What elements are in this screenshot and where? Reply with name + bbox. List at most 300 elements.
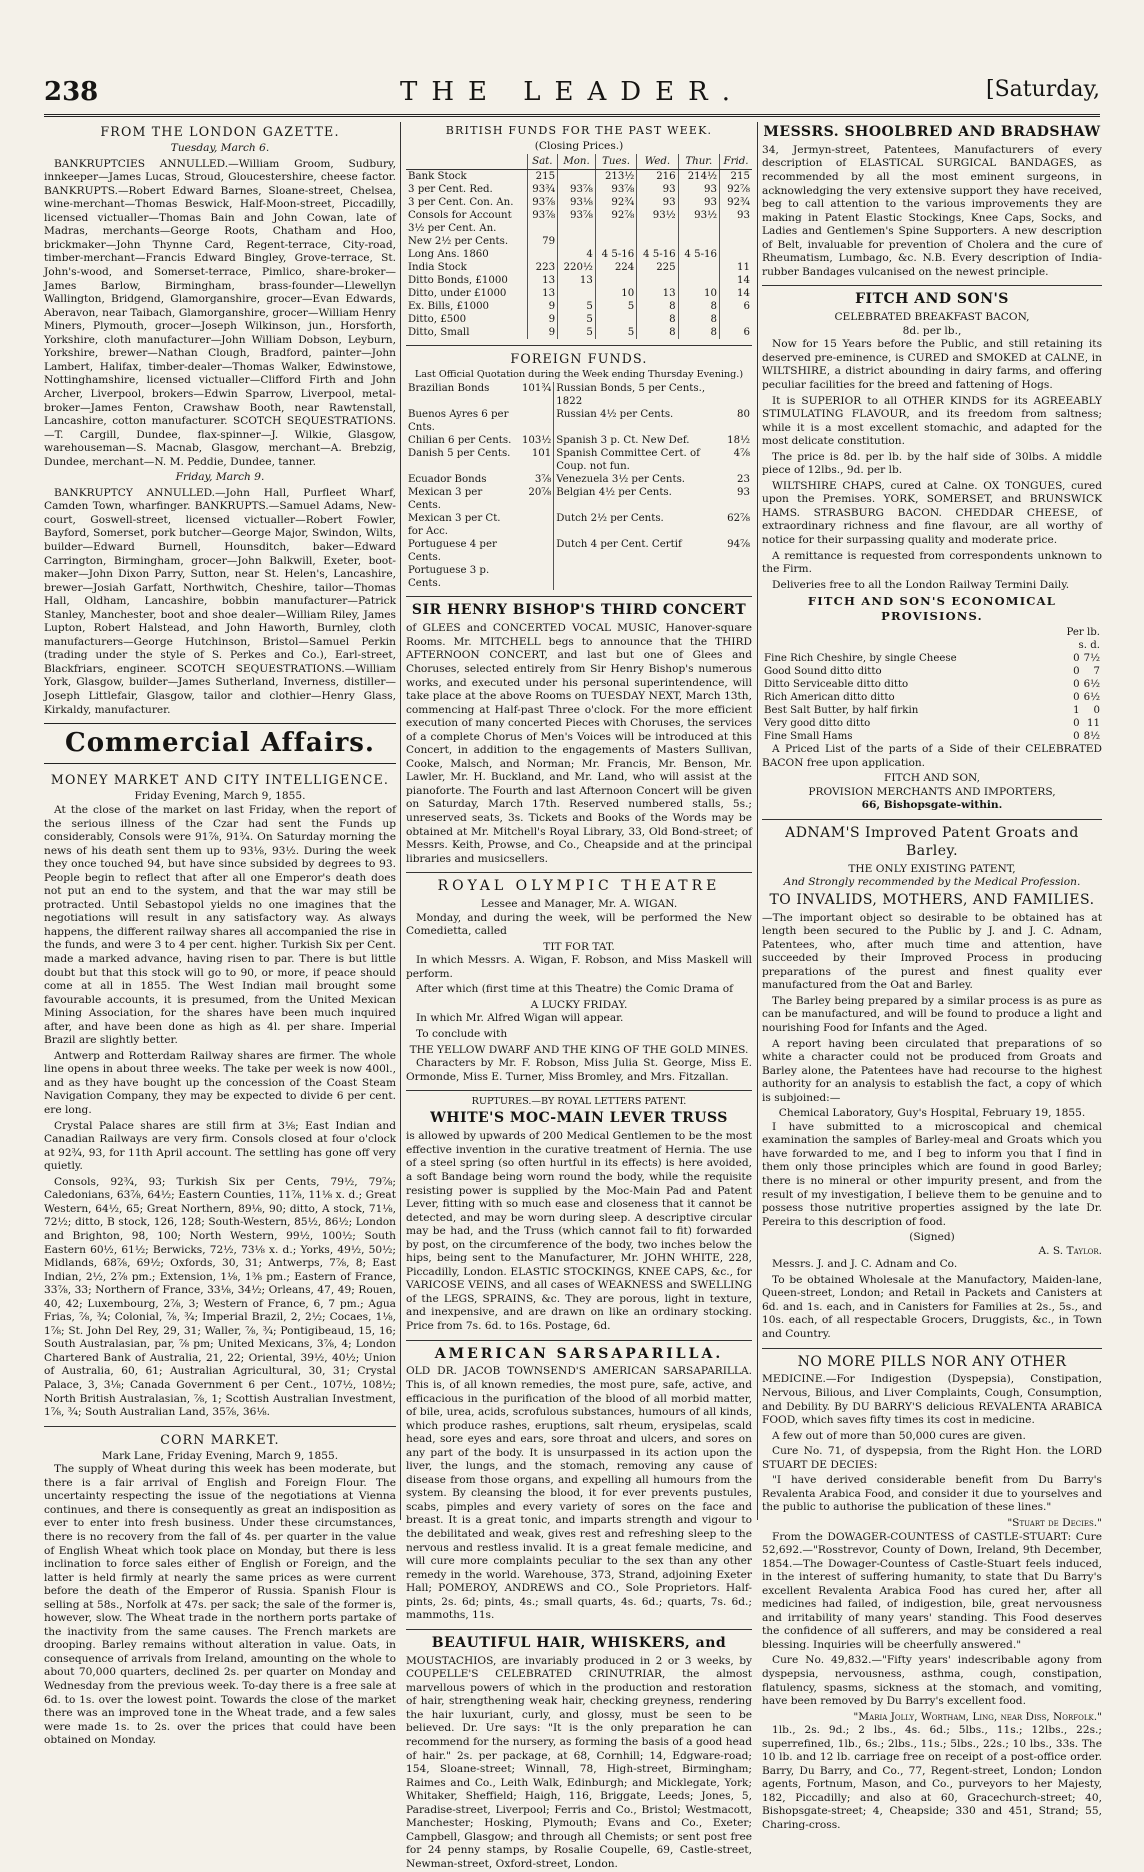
funds-price-cell: 93½ bbox=[678, 209, 719, 222]
funds-price-cell bbox=[678, 235, 719, 248]
bishop-concert-text: of GLEES and CONCERTED VOCAL MUSIC, Hanover-square Rooms. Mr. MITCHELL begs to announce that the THIRD AFTERNOON CONCERT, and last but one of Glees and Choruses, selected entirely from Sir Henry Bishop's numerous works, and executed under his personal superintendence, will take place at the above Rooms on TUESDAY NEXT, March 13th, commencing at Half-past Three o'clock. For the more efficient execution of many concerted Pieces with Choruses, the services of a complete Chorus of Men's Voices will be introduced at this Concert, in addition to the engagements of Masters Sullivan, Cooke, Malsch, and Norman; Mr. Francis, Mr. Benson, Mr. Lawler, Mr. H. Buckland, and Mr. Land, who will assist at the pianoforte. The Fourth and last Afternoon Concert will be given on Saturday, March 17th. Reserved numbered stalls, 5s.; unreserved seats, 3s. Tickets and Books of the Words may be obtained at Mr. Mitchell's Royal Library, 33, Old Bond-street; of Messrs. Keith, Prowse, and Co., Cheapside and at the principal libraries and musicsellers. bbox=[406, 622, 752, 865]
funds-price-cell: 216 bbox=[637, 169, 678, 183]
olympic-text: Characters by Mr. F. Robson, Miss Julia St. George, Miss E. Ormonde, Miss E. Turner, Miss Bromley, and Mrs. Fitzallan. bbox=[406, 1057, 752, 1083]
price-value: 6½ bbox=[1083, 678, 1100, 690]
truss-title: WHITE'S MOC-MAIN LEVER TRUSS bbox=[430, 1110, 728, 1127]
british-funds-section bbox=[406, 124, 752, 339]
money-market-section bbox=[44, 772, 396, 1419]
shoolbred-title: MESSRS. SHOOLBRED AND BRADSHAW bbox=[763, 124, 1101, 140]
fitch-address: 66, Bishopsgate-within. bbox=[861, 799, 1003, 812]
truss-header: RUPTURES.—BY ROYAL LETTERS PATENT. bbox=[471, 1096, 687, 1108]
price-value: 8½ bbox=[1083, 731, 1100, 743]
price-value: 7½ bbox=[1083, 652, 1100, 664]
funds-row bbox=[406, 248, 752, 261]
funds-price-cell: 215 bbox=[527, 169, 558, 183]
funds-price-cell: 4 bbox=[558, 248, 596, 261]
truss-text: is allowed by upwards of 200 Medical Gentlemen to be the most effective invention in the curative treatment of Hernia. The use of a steel spring (so often hurtful in its effects) is here avoided, a soft Bandage being worn round the body, while the requisite resisting power is supplied by the Moc-Main Pad and Patent Lever, fitting with so much ease and closeness that it cannot be detected, and may be worn during sleep. A descriptive circular may be had, and the Truss (which cannot fail to fit) forwarded by post, on the circumference of the body, two inches below the hips, being sent to the Manufacturer, Mr. JOHN WHITE, 228, Piccadilly, London. ELASTIC STOCKINGS, KNEE CAPS, &c., for VARICOSE VEINS, and all cases of WEAKNESS and SWELLING of the LEGS, SPRAINS, &c. They are porous, light in texture, and inexpensive, and are drawn on like an ordinary stocking. Price from 7s. 6d. to 16s. Postage, 6d. bbox=[406, 1130, 752, 1332]
pills-title: NO MORE PILLS NOR ANY OTHER bbox=[797, 1353, 1067, 1370]
funds-row bbox=[406, 313, 752, 326]
funds-price-cell: 10 bbox=[678, 287, 719, 300]
funds-price-cell: 8 bbox=[678, 326, 719, 339]
divider bbox=[406, 1090, 752, 1091]
foreign-fund-price bbox=[520, 564, 554, 590]
adnam-text: —The important object so desirable to be obtained has at length been secured to the Public by J. and J. C. Adnam, Patentees, who, after much time and attention, have succeeded by their Improved Process in producing preparations of the purest and finest quality ever manufactured from the Oat and Barley. bbox=[762, 911, 1102, 992]
funds-header-cell: Tues. bbox=[595, 154, 636, 170]
funds-price-cell bbox=[595, 274, 636, 287]
pills-text: MEDICINE.—For Indigestion (Dyspepsia), Constipation, Nervous, Bilious, and Liver Complaints, Cough, Consumption, and Debility. By DU BARRY'S delicious REVALENTA ARABICA FOOD, which saves fifty times its cost in medicine. bbox=[762, 1373, 1102, 1427]
foreign-fund-name: Belgian 4½ per Cents. bbox=[556, 487, 672, 499]
shoolbred-ad bbox=[762, 124, 1102, 279]
foreign-fund-name: Ecuador Bonds bbox=[408, 473, 487, 485]
funds-price-cell: 93⅞ bbox=[527, 196, 558, 209]
olympic-play: TIT FOR TAT. bbox=[543, 940, 615, 953]
funds-price-cell: 92¾ bbox=[720, 196, 752, 209]
foreign-fund-name: Buenos Ayres 6 per Cnts. bbox=[408, 408, 509, 433]
money-paragraph: At the close of the market on last Friday, when the report of the serious illness of the Czar had sent the Funds up considerably, Consols were 91⅞, 91¾. On Saturday morning the news of his death sent them up to 93⅛, 93½. During the week they once touched 94, but have since subsided by degrees to 93. People begin to reflect that after all one Emperor's death does not put an end to the system, and that the war may still be protracted. Until Sebastopol yields no one imagines that the negotiations will result in any satisfactory way. As always happens, the different railway shares all accompanied the rise in the funds, and were 3 to 4 per cent. higher. Turkish Six per Cent. made a marked advance, having risen to par. There is but little doubt but that this stock will go to 90, or more, if peace should come at all in 1855. The West Indian mail brought some favourable accounts, it is presumed, from the United Mexican Mining Association, for the shares have been much inquired after, and have been done as high as 4l. per share. Imperial Brazil are slightly better. bbox=[44, 804, 396, 1047]
olympic-play: THE YELLOW DWARF AND THE KING OF THE GOLD MINES. bbox=[409, 1043, 749, 1056]
divider bbox=[762, 285, 1102, 286]
adnam-subtitle: THE ONLY EXISTING PATENT, bbox=[848, 862, 1016, 875]
funds-header-cell: Wed. bbox=[637, 154, 678, 170]
funds-price-cell: 225 bbox=[637, 261, 678, 274]
price-item: Good Sound ditto ditto bbox=[764, 665, 882, 677]
foreign-fund-name: Spanish Committee Cert. of Coup. not fun. bbox=[556, 447, 700, 472]
funds-price-cell: 93 bbox=[678, 183, 719, 196]
price-value: 1 bbox=[1073, 704, 1080, 716]
pills-text: Cure No. 71, of dyspepsia, from the Right Hon. the LORD STUART DE DECIES: bbox=[762, 1445, 1102, 1471]
corn-market-text: The supply of Wheat during this week has been moderate, but there is a fair arrival of English and Foreign Flour. The uncertainty respecting the issue of the negotiations at Vienna continues, and there is consequently as great an indisposition as ever to enter into fresh business. Under these circumstances, there is no recovery from the fall of 4s. per quarter in the value of English Wheat which took place on Monday, but there is less inclination to force sales either of English or Foreign, and the latter is held firmly at nearly the same prices as were current before the death of the Emperor of Russia. Spanish Flour is selling at 58s., Norfolk at 47s. per sack; the sale of the former is, however, slow. The Wheat trade in the northern ports partake of the inactivity from the same causes. The French markets are drooping. Barley remains without alteration in value. Oats, in consequence of arrivals from Ireland, amounting on the whole to about 70,000 quarters, declined 2s. per quarter on Monday and Wednesday from the previous week. To-day there is a free sale at 6d. to 1s. over the lowest point. Towards the close of the market there was an improved tone in the Wheat trade, and a few sales were made 1s. to 2s. over the prices that could have been obtained on Monday. bbox=[44, 1463, 396, 1747]
funds-price-cell bbox=[720, 313, 752, 326]
funds-price-cell: 9 bbox=[527, 326, 558, 339]
funds-stock-name: 3½ per Cent. An. bbox=[408, 222, 497, 234]
funds-price-cell: 5 bbox=[595, 326, 636, 339]
price-item: Rich American ditto ditto bbox=[764, 691, 895, 703]
divider bbox=[44, 1426, 396, 1427]
money-paragraph: Consols, 92¾, 93; Turkish Six per Cents, 79½, 79⅞; Caledonians, 63⅞, 64½; Eastern Counties, 11⅞, 11⅛ x. d.; Great Western, 64½, 65; Great Northern, 89⅛, 90; ditto, A stock, 71⅛, 72½; ditto, B stock, 126, 128; South-Western, 85½, 86½; London and Brighton, 98, 100; North Western, 99½, 100½; South Eastern 60½, 61½; Berwicks, 72½, 73⅛ x. d.; Yorks, 49½, 50½; Midlands, 68⅞, 69½; Oxfords, 30, 31; Antwerps, 7⅞, 8; East Indian, 2½, 2⅞ pm.; Extension, 1⅛, 1⅜ pm.; Eastern of France, 33⅞, 33; Northern of France, 33⅛, 34½; Orleans, 47, 49; Rouen, 40, 42; Luxembourg, 2⅞, 3; Western of France, 6, 7 pm.; Agua Frias, ⅞, ¾; Colonial, ⅞, ¾; Imperial Brazil, 2, 2½; Cocaes, 1⅛, 1⅞; St. John Del Rey, 29, 31; Waller, ⅞, ¾; Pontigibeaud, 15, 16; South Australasian, par, ⅞ pm; United Mexicans, 3⅞, 4; London Chartered Bank of Australia, 21, 22; Oriental, 39½, 40½; Union of Australia, 60, 61; Australian Agricultural, 30, 31; Crystal Palace, 3, 3⅛; Canada Government 6 per Cent., 107½, 108½; North British Australasian, ⅞, 1; Scottish Australian Investment, 1⅞, ¾; South Australian Land, 35⅞, 36⅛. bbox=[44, 1175, 396, 1419]
funds-row bbox=[406, 222, 752, 235]
funds-price-cell: 8 bbox=[637, 326, 678, 339]
divider bbox=[406, 1629, 752, 1630]
column-1 bbox=[44, 122, 396, 1747]
foreign-fund-price bbox=[520, 408, 554, 434]
funds-price-cell: 13 bbox=[527, 274, 558, 287]
funds-price-cell: 4 5-16 bbox=[637, 248, 678, 261]
olympic-play: A LUCKY FRIDAY. bbox=[530, 998, 628, 1011]
funds-price-cell: 93 bbox=[678, 196, 719, 209]
divider bbox=[762, 1348, 1102, 1349]
hair-text: MOUSTACHIOS, are invariably produced in 2 or 3 weeks, by COUPELLE'S CELEBRATED CRINUTRIAR, the almost marvellous powers of which in the production and restoration of hair, strengthening weak hair, checking greyness, rendering the hair luxuriant, curly, and glossy, must be seen to be believed. Dr. Ure says: "It is the only preparation he can recommend for the nursery, as forming the basis of a good head of hair." 2s. per package, at 68, Cornhill; 14, Edgware-road; 154, Sloane-street; Winnall, 78, High-street, Birmingham; Raimes and Co., Leith Walk, Edinburgh; and Micklegate, York; Whitaker, Sheffield; Haigh, 116, Briggate, Leeds; Jones, 5, Paradise-street, Liverpool; Ferris and Co., Bristol; Westmacott, Manchester; Hosking, Plymouth; Evans and Co., Exeter; Campbell, Glasgow; and through all Chemists; or sent post free for 24 penny stamps, by Rosalie Coupelle, 69, Castle-street, Newman-street, Oxford-street, London. bbox=[406, 1654, 752, 1870]
price-row bbox=[762, 717, 1102, 730]
fitch-text: A Priced List of the parts of a Side of their CELEBRATED BACON free upon application. bbox=[762, 743, 1102, 769]
funds-header-cell: Sat. bbox=[527, 154, 558, 170]
olympic-text: To conclude with bbox=[416, 1027, 508, 1040]
funds-price-cell bbox=[558, 222, 596, 235]
foreign-funds-title: FOREIGN FUNDS. bbox=[510, 351, 648, 367]
foreign-fund-price: 3⅞ bbox=[520, 473, 554, 486]
funds-price-cell: 93 bbox=[637, 196, 678, 209]
funds-price-cell: 93⅞ bbox=[527, 209, 558, 222]
foreign-row bbox=[406, 473, 752, 486]
funds-price-cell: 8 bbox=[637, 313, 678, 326]
money-market-date: Friday Evening, March 9, 1855. bbox=[134, 790, 306, 803]
gazette-tuesday: Tuesday, March 6. bbox=[170, 142, 270, 155]
foreign-fund-price: 101¾ bbox=[520, 382, 554, 408]
funds-stock-name: Consols for Account bbox=[408, 209, 512, 221]
adnam-text: The Barley being prepared by a similar process is as pure as can be manufactured, and will be found to produce a light and nourishing Food for Infants and the Aged. bbox=[762, 994, 1102, 1034]
funds-row bbox=[406, 196, 752, 209]
funds-header-cell: Frid. bbox=[720, 154, 752, 170]
foreign-fund-price: 94⅞ bbox=[727, 539, 750, 551]
price-value: 11 bbox=[1087, 717, 1100, 729]
shoolbred-text: 34, Jermyn-street, Patentees, Manufacturers of every description of ELASTICAL SURGICAL BANDAGES, as recommended by all the most eminent surgeons, in acknowledging the very extensive support they have received, beg to call attention to the various improvements they are making in Patent Elastic Stockings, Knee Caps, Socks, and Ladies and Gentlemen's Spine Supporters. A new description of Belt, invaluable for prevention of Cholera and the cure of Rheumatism, Lumbago, &c. N.B. Every description of India-rubber Bandages vulcanised on the newest principle. bbox=[762, 143, 1102, 278]
gazette-title: FROM THE LONDON GAZETTE. bbox=[100, 124, 340, 139]
funds-price-cell: 6 bbox=[720, 300, 752, 313]
funds-row bbox=[406, 261, 752, 274]
funds-stock-name: 3 per Cent. Red. bbox=[408, 183, 493, 195]
foreign-fund-name: Brazilian Bonds bbox=[408, 382, 490, 394]
sarsaparilla-ad bbox=[406, 1346, 752, 1623]
foreign-row bbox=[406, 512, 752, 538]
funds-price-cell: 8 bbox=[678, 313, 719, 326]
money-market-title: MONEY MARKET AND CITY INTELLIGENCE. bbox=[50, 772, 390, 788]
foreign-fund-name: Chilian 6 per Cents. bbox=[408, 434, 512, 446]
bishop-concert-title: SIR HENRY BISHOP'S THIRD CONCERT bbox=[411, 602, 747, 619]
funds-price-cell: 220½ bbox=[558, 261, 596, 274]
british-funds-title: BRITISH FUNDS FOR THE PAST WEEK. bbox=[445, 124, 713, 137]
funds-price-cell: 93⅞ bbox=[595, 183, 636, 196]
foreign-fund-name: Portuguese 4 per Cents. bbox=[408, 539, 497, 564]
funds-price-cell: 93 bbox=[637, 183, 678, 196]
masthead-title: THE LEADER. bbox=[400, 77, 744, 107]
foreign-fund-price: 103½ bbox=[520, 434, 554, 447]
funds-price-cell: 93⅞ bbox=[558, 209, 596, 222]
funds-price-cell: 93⅞ bbox=[558, 183, 596, 196]
funds-price-cell: 9 bbox=[527, 300, 558, 313]
foreign-fund-name: Spanish 3 p. Ct. New Def. bbox=[556, 434, 690, 446]
funds-row bbox=[406, 300, 752, 313]
price-row bbox=[762, 652, 1102, 665]
sarsaparilla-text: OLD DR. JACOB TOWNSEND'S AMERICAN SARSAPARILLA. This is, of all known remedies, the most pure, safe, active, and efficacious in the purification of the blood of all morbid matter, of bile, urea, acids, scrofulous substances, humours of all kinds, which produce rashes, eruptions, salt rheum, erysipelas, scald head, sore eyes and ears, sore throat and ulcers, and sores on any part of the body. It is unsurpassed in its action upon the liver, the lungs, and the stomach, removing any cause of disease from those organs, and expelling all humours from the system. By cleansing the blood, it for ever prevents pustules, scabs, pimples and every variety of sores on the face and breast. It is a great tonic, and imparts strength and vigour to the debilitated and weak, gives rest and refreshing sleep to the nervous and restless invalid. It is a great female medicine, and will cure more complaints peculiar to the sex than any other remedy in the world. Warehouse, 373, Strand, adjoining Exeter Hall; POMEROY, ANDREWS and CO., Sole Proprietors. Half-pints, 2s. 6d; pints, 4s.; small quarts, 4s. 6d.; quarts, 7s. 6d.; mammoths, 11s. bbox=[406, 1365, 752, 1622]
foreign-fund-price: 93 bbox=[737, 487, 750, 499]
british-funds-table bbox=[406, 154, 752, 340]
foreign-funds-section bbox=[406, 351, 752, 590]
foreign-fund-price bbox=[520, 512, 554, 538]
funds-price-cell: 93¾ bbox=[527, 183, 558, 196]
funds-price-cell bbox=[558, 169, 596, 183]
funds-price-cell: 5 bbox=[558, 313, 596, 326]
foreign-fund-name: Mexican 3 per Cents. bbox=[408, 487, 483, 512]
foreign-fund-name: Dutch 4 per Cent. Certif bbox=[556, 539, 682, 551]
funds-price-cell: 13 bbox=[637, 287, 678, 300]
funds-stock-name: Ditto, Small bbox=[408, 327, 470, 339]
funds-price-cell: 93 bbox=[720, 209, 752, 222]
adnam-text: A report having been circulated that preparations of so white a character could not be produced from Groats and Barley alone, the Patentees have had recourse to the highest authority for an analysis to establish the fact, a copy of which is subjoined:— bbox=[762, 1037, 1102, 1104]
page-header bbox=[44, 76, 1100, 110]
funds-stock-name: India Stock bbox=[408, 262, 467, 273]
corn-market-title: CORN MARKET. bbox=[160, 1431, 280, 1447]
price-value: 6½ bbox=[1083, 691, 1100, 703]
fitch-subtitle: CELEBRATED BREAKFAST BACON, bbox=[834, 311, 1030, 324]
funds-price-cell bbox=[678, 261, 719, 274]
funds-price-cell: 79 bbox=[527, 235, 558, 248]
column-divider bbox=[757, 122, 758, 1520]
british-funds-subtitle: (Closing Prices.) bbox=[534, 140, 624, 153]
funds-price-cell bbox=[527, 248, 558, 261]
funds-price-cell bbox=[637, 274, 678, 287]
funds-price-cell bbox=[558, 235, 596, 248]
funds-row bbox=[406, 169, 752, 183]
funds-price-cell bbox=[678, 274, 719, 287]
funds-stock-name: New 2½ per Cents. bbox=[408, 235, 509, 247]
foreign-fund-price: 80 bbox=[737, 408, 750, 420]
funds-price-cell bbox=[595, 235, 636, 248]
funds-price-cell: 5 bbox=[595, 300, 636, 313]
adnam-ad bbox=[762, 825, 1102, 1342]
price-row bbox=[762, 730, 1102, 743]
foreign-row bbox=[406, 486, 752, 512]
foreign-fund-price bbox=[724, 382, 752, 408]
corn-market-section bbox=[44, 1432, 396, 1748]
foreign-fund-name: Mexican 3 per Ct. for Acc. bbox=[408, 513, 501, 538]
funds-price-cell: 8 bbox=[678, 300, 719, 313]
funds-price-cell: 6 bbox=[720, 326, 752, 339]
funds-row bbox=[406, 326, 752, 339]
foreign-row bbox=[406, 447, 752, 473]
page-day: [Saturday, bbox=[986, 77, 1100, 102]
foreign-fund-name: Dutch 2½ per Cents. bbox=[556, 513, 664, 525]
truss-ad bbox=[406, 1096, 752, 1333]
foreign-fund-name: Venezuela 3½ per Cents. bbox=[556, 473, 686, 485]
funds-row bbox=[406, 235, 752, 248]
price-item: Fine Rich Cheshire, by single Cheese bbox=[764, 652, 957, 664]
funds-price-cell: 10 bbox=[595, 287, 636, 300]
pills-signature: "Stuart de Decies." bbox=[1007, 1516, 1102, 1529]
foreign-row bbox=[406, 538, 752, 564]
funds-price-cell bbox=[678, 222, 719, 235]
foreign-fund-name bbox=[554, 564, 724, 590]
fitch-text: It is SUPERIOR to all OTHER KINDS for its AGREEABLY STIMULATING FLAVOUR, and its freedom from saltness; while it is a most excellent stomachic, and adapted for the most delicate constitution. bbox=[762, 394, 1102, 448]
funds-stock-name: Ditto Bonds, £1000 bbox=[408, 275, 508, 287]
funds-price-cell bbox=[637, 235, 678, 248]
adnam-title: ADNAM'S Improved Patent Groats and Barley. bbox=[785, 824, 1079, 859]
column-divider bbox=[400, 122, 401, 1520]
pills-text: "I have derived considerable benefit from Du Barry's Revalenta Arabica Food, and consider it due to yourselves and the public to authorise the publication of these lines." bbox=[762, 1474, 1102, 1514]
funds-price-cell: 9 bbox=[527, 313, 558, 326]
funds-row bbox=[406, 274, 752, 287]
funds-row bbox=[406, 209, 752, 222]
price-value: 0 bbox=[1073, 678, 1080, 690]
foreign-fund-price: 18½ bbox=[727, 434, 750, 446]
price-value: 0 bbox=[1073, 717, 1080, 729]
adnam-text: I have submitted to a microscopical and chemical examination the samples of Barley-meal and Groats which you have forwarded to me, and I beg to inform you that I find in them only those principles which are found in good Barley; there is no mineral or other impurity present, and from the result of my investigation, I believe them to be genuine and to possess those nutritive properties assigned by the late Dr. Pereira to this description of food. bbox=[762, 1120, 1102, 1228]
header-rule bbox=[44, 114, 1100, 117]
divider bbox=[406, 345, 752, 346]
pills-text: Cure No. 49,832.—"Fifty years' indescribable agony from dyspepsia, nervousness, asthma, cough, constipation, flatulency, spasms, sickness at the stomach, and vomiting, have been removed by Du Barry's excellent food. bbox=[762, 1654, 1102, 1708]
funds-price-cell: 4 5-16 bbox=[595, 248, 636, 261]
adnam-text: To be obtained Wholesale at the Manufactory, Maiden-lane, Queen-street, London; and Retail in Packets and Canisters at 6d. and 1s. each, and in Canisters for Families at 2s., 5s., and 10s. each, of all respectable Grocers, Druggists, &c., in Town and Country. bbox=[762, 1273, 1102, 1341]
price-item: Very good ditto ditto bbox=[764, 717, 871, 729]
hair-title: BEAUTIFUL HAIR, WHISKERS, and bbox=[431, 1634, 727, 1651]
funds-header-cell: Mon. bbox=[558, 154, 596, 170]
gazette-friday-text: BANKRUPTCY ANNULLED.—John Hall, Purfleet Wharf, Camden Town, wharfinger. BANKRUPTS.—Samuel Adams, New-court, Goswell-street, licensed victualler—Robert Fowler, Bayford, Somerset, pork butcher—George Major, Swindon, Wilts, builder—Edward Burnell, Hounsditch, baker—Edward Carrington, Birmingham, grocer—John Balkwill, Exeter, boot-maker—John Dixon Parry, Sutton, near St. Helen's, Lancashire, brewer—Josiah Garfatt, Northwitch, Cheshire, tailor—Thomas Hall, Oldham, Lancashire, bobbin manufacturer—Patrick Stanley, Manchester, boot and shoe dealer—William Riley, James Lupton, Robert Halstead, and John Haworth, Burnley, cloth manufacturers—George Hutchinson, Bristol—Samuel Perkin (trading under the style of S. Perkes and Co.), Earl-street, Blackfriars, engineer. SCOTCH SEQUESTRATIONS.—William York, Glasgow, builder—James Sutherland, Inverness, distiller—Joseph Littlefair, Glasgow, tailor and clothier—Henry Glass, Kirkaldy, manufacturer. bbox=[44, 486, 396, 716]
adnam-signed: (Signed) bbox=[909, 1231, 955, 1244]
price-item: Fine Small Hams bbox=[764, 731, 853, 743]
olympic-text: In which Mr. Alfred Wigan will appear. bbox=[416, 1012, 624, 1025]
sarsaparilla-title: AMERICAN SARSAPARILLA. bbox=[434, 1345, 724, 1362]
funds-price-cell: 223 bbox=[527, 261, 558, 274]
price-row bbox=[762, 665, 1102, 678]
fitch-text: Deliveries free to all the London Railway Termini Daily. bbox=[772, 578, 1070, 591]
price-value: 0 bbox=[1073, 665, 1080, 677]
price-item: Best Salt Butter, by half firkin bbox=[764, 704, 919, 716]
foreign-fund-price: 101 bbox=[520, 447, 554, 473]
fitch-ad bbox=[762, 291, 1102, 812]
funds-price-cell: 5 bbox=[558, 326, 596, 339]
adnam-signature: A. S. Taylor. bbox=[1038, 1244, 1102, 1257]
pills-text: A few out of more than 50,000 cures are given. bbox=[772, 1429, 1026, 1442]
page-number: 238 bbox=[44, 77, 99, 107]
olympic-lessee: Lessee and Manager, Mr. A. WIGAN. bbox=[480, 898, 678, 911]
funds-price-cell bbox=[595, 222, 636, 235]
funds-price-cell: 13 bbox=[558, 274, 596, 287]
funds-price-cell: 215 bbox=[720, 169, 752, 183]
funds-price-cell bbox=[527, 222, 558, 235]
adnam-lab: Chemical Laboratory, Guy's Hospital, February 19, 1855. bbox=[778, 1107, 1086, 1120]
column-3 bbox=[762, 122, 1102, 1831]
olympic-theatre-title: ROYAL OLYMPIC THEATRE bbox=[437, 878, 721, 895]
funds-row bbox=[406, 183, 752, 196]
foreign-row bbox=[406, 434, 752, 447]
fitch-text: Now for 15 Years before the Public, and still retaining its deserved pre-eminence, is CURED and SMOKED at CALNE, in WILTSHIRE, a district abounding in dairy farms, and offering peculiar facilities for the breed and fattening of Hogs. bbox=[762, 338, 1102, 392]
column-2 bbox=[406, 122, 752, 1870]
funds-price-cell: 14 bbox=[720, 274, 752, 287]
foreign-funds-subtitle: Last Official Quotation during the Week ending Thursday Evening.) bbox=[414, 369, 744, 381]
olympic-text: Monday, and during the week, will be performed the New Comedietta, called bbox=[406, 911, 752, 938]
foreign-fund-price: 4⅞ bbox=[733, 447, 750, 459]
fitch-firm-desc: PROVISION MERCHANTS AND IMPORTERS, bbox=[808, 785, 1056, 798]
pills-ad bbox=[762, 1354, 1102, 1833]
fitch-text: The price is 8d. per lb. by the half side of 30lbs. A middle piece of 12lbs., 9d. per lb. bbox=[762, 450, 1102, 477]
money-paragraph: Crystal Palace shares are still firm at 3⅛; East Indian and Canadian Railways are very firm. Consols closed at four o'clock at 92¾, 93, for 11th April account. The settling has gone off very quietly. bbox=[44, 1119, 396, 1173]
funds-price-cell: 8 bbox=[637, 300, 678, 313]
price-row bbox=[762, 704, 1102, 717]
fitch-price: 8d. per lb., bbox=[902, 324, 962, 337]
divider bbox=[406, 872, 752, 873]
fitch-text: WILTSHIRE CHAPS, cured at Calne. OX TONGUES, cured upon the Premises. YORK, SOMERSET, and BRUNSWICK HAMS. STRASBURG BACON. CHEDDAR CHEESE, of extraordinary richness and fine flavour, are all worthy of notice for their surpassing quality and moderate price. bbox=[762, 479, 1102, 547]
hair-ad bbox=[406, 1635, 752, 1872]
pills-text: 1lb., 2s. 9d.; 2 lbs., 4s. 6d.; 5lbs., 11s.; 12lbs., 22s.; superrefined, 1lb., 6s.; 2lbs., 11s.; 5lbs., 22s.; 10 lbs., 33s. The 10 lb. and 12 lb. carriage free on receipt of a post-office order. Barry, Du Barry, and Co., 77, Regent-street, London; London agents, Fortnum, Mason, and Co., purveyors to her Majesty, 182, Piccadilly; and also at 60, Gracechurch-street; 40, Bishopsgate-street; 4, Cheapside; 330 and 451, Strand; 55, Charing-cross. bbox=[762, 1724, 1102, 1831]
funds-price-cell: 5 bbox=[558, 300, 596, 313]
price-value: 0 bbox=[1073, 731, 1080, 743]
corn-market-date: Mark Lane, Friday Evening, March 9, 1855. bbox=[101, 1449, 339, 1462]
funds-price-cell bbox=[637, 222, 678, 235]
foreign-fund-price bbox=[520, 538, 554, 564]
gazette-section bbox=[44, 124, 396, 717]
divider bbox=[406, 596, 752, 597]
funds-stock-name: Ex. Bills, £1000 bbox=[408, 301, 490, 313]
olympic-theatre-ad bbox=[406, 878, 752, 1084]
funds-price-cell: 14 bbox=[720, 287, 752, 300]
pills-text: From the DOWAGER-COUNTESS of CASTLE-STUART: Cure 52,692.—"Rosstrevor, County of Down, Ireland, 9th December, 1854.—The Dowager-Countess of Castle-Stuart feels induced, in the interest of suffering humanity, to state that Du Barry's excellent Revalenta Arabica Food has cured her, after all medicines had failed, of indigestion, bile, great nervousness and irritability of many years' standing. This Food deserves the confidence of all sufferers, and may be considered a real blessing. Inquiries will be cheerfully answered." bbox=[762, 1530, 1102, 1651]
funds-stock-name: 3 per Cent. Con. An. bbox=[408, 196, 514, 208]
funds-price-cell bbox=[720, 235, 752, 248]
funds-stock-name: Bank Stock bbox=[408, 170, 467, 182]
funds-price-cell: 93⅛ bbox=[558, 196, 596, 209]
foreign-fund-price bbox=[724, 564, 752, 590]
funds-price-cell bbox=[558, 287, 596, 300]
bishop-concert-ad bbox=[406, 602, 752, 866]
funds-price-cell: 92⅞ bbox=[595, 209, 636, 222]
funds-header-cell: Thur. bbox=[678, 154, 719, 170]
funds-price-cell: 224 bbox=[595, 261, 636, 274]
money-paragraph: Antwerp and Rotterdam Railway shares are firmer. The whole line opens in about three weeks. The take per week is now 400l., and as they have bought up the concession of the Coast Steam Navigation Company, they may be expected to divide 6 per cent. ere long. bbox=[44, 1049, 396, 1117]
funds-price-cell: 13 bbox=[527, 287, 558, 300]
price-unit: Per lb. bbox=[1066, 626, 1100, 638]
pills-signature: "Maria Jolly, Wortham, Ling, near Diss, Norfolk." bbox=[853, 1710, 1102, 1723]
funds-header-cell bbox=[406, 154, 527, 170]
funds-price-cell: 11 bbox=[720, 261, 752, 274]
foreign-fund-name: Danish 5 per Cents. bbox=[408, 447, 511, 459]
foreign-fund-name: Russian Bonds, 5 per Cents., 1822 bbox=[556, 382, 706, 407]
funds-price-cell bbox=[720, 248, 752, 261]
price-row bbox=[762, 691, 1102, 704]
divider bbox=[406, 1340, 752, 1341]
commercial-heading: Commercial Affairs. bbox=[44, 723, 396, 764]
funds-price-cell bbox=[595, 313, 636, 326]
funds-price-cell: 93½ bbox=[637, 209, 678, 222]
price-value: 0 bbox=[1093, 704, 1100, 716]
foreign-fund-price: 62⅞ bbox=[727, 513, 750, 525]
price-value: 0 bbox=[1073, 652, 1080, 664]
funds-price-cell: 4 5-16 bbox=[678, 248, 719, 261]
foreign-row bbox=[406, 408, 752, 434]
funds-price-cell: 92¾ bbox=[595, 196, 636, 209]
fitch-provisions-title: FITCH AND SON'S ECONOMICAL PROVISIONS. bbox=[807, 594, 1057, 623]
price-value: 0 bbox=[1073, 691, 1080, 703]
funds-price-cell: 92⅞ bbox=[720, 183, 752, 196]
price-row bbox=[762, 678, 1102, 691]
funds-stock-name: Ditto, under £1000 bbox=[408, 288, 507, 300]
olympic-text: In which Messrs. A. Wigan, F. Robson, and Miss Maskell will perform. bbox=[406, 954, 752, 980]
price-value: 7 bbox=[1093, 665, 1100, 677]
fitch-title: FITCH AND SON'S bbox=[855, 291, 1009, 308]
divider bbox=[762, 819, 1102, 820]
funds-price-cell: 213½ bbox=[595, 169, 636, 183]
fitch-price-list bbox=[762, 626, 1102, 743]
gazette-friday: Friday, March 9. bbox=[175, 471, 265, 484]
olympic-text: After which (first time at this Theatre) the Comic Drama of bbox=[416, 983, 734, 996]
foreign-fund-price: 23 bbox=[737, 473, 750, 485]
fitch-firm: FITCH AND SON, bbox=[884, 772, 980, 785]
fitch-text: A remittance is requested from correspondents unknown to the Firm. bbox=[762, 549, 1102, 576]
adnam-recommendation: And Strongly recommended by the Medical Profession. bbox=[783, 876, 1081, 889]
adnam-heading: TO INVALIDS, MOTHERS, AND FAMILIES. bbox=[769, 891, 1095, 908]
foreign-funds-table bbox=[406, 382, 752, 591]
price-unit: s. d. bbox=[1078, 639, 1100, 651]
price-item: Ditto Serviceable ditto ditto bbox=[764, 678, 909, 690]
funds-price-cell bbox=[720, 222, 752, 235]
gazette-tuesday-text: BANKRUPTCIES ANNULLED.—William Groom, Sudbury, innkeeper—James Lucas, Stroud, Gloucestershire, cheese factor. BANKRUPTS.—Robert Edward Barnes, Sloane-street, Chelsea, wine-merchant—Thomas Beswick, Half-Moon-street, Piccadilly, licensed victualler—Thomas Bain and John Cowan, late of Madras, merchants—George Roots, Chatham and Hoo, brickmaker—John Thynne Card, Regent-terrace, City-road, timber-merchant—Francis Edward Bingley, Grove-terrace, St. John's-wood, and Somerset-terrace, Pimlico, share-broker—James Barlow, Birmingham, brass-founder—Llewellyn Wallington, Bridgend, Glamorganshire, grocer—Evan Edwards, Aberavon, near Taibach, Glamorganshire, grocer—William Henry Miners, Plymouth, grocer—Joseph Wilkinson, jun., Horsforth, Yorkshire, cloth manufacturer—John William Dobson, Leyburn, Yorkshire, brewer—Nathan Clough, Bradford, painter—John Lambert, Halifax, timber-dealer—Thomas Walker, Edwinstowe, Nottinghamshire, licensed victualler—Clifford Firth and John Archer, Liverpool, brokers—Edwin Sparrow, Liverpool, metal-broker—James Fenton, Crawshaw Booth, near Rawtenstall, Lancashire, cotton manufacturer. SCOTCH SEQUESTRATIONS.—T. Cargill, Dundee, flax-spinner—J. Wilkie, Glasgow, warehouseman—S. Macnab, Glasgow, merchant—A. Brebzig, Dundee, merchant—N. M. Peddie, Dundee, tanner. bbox=[44, 157, 396, 468]
foreign-fund-name: Portuguese 3 p. Cents. bbox=[408, 565, 490, 590]
foreign-row bbox=[406, 382, 752, 408]
adnam-text: Messrs. J. and J. C. Adnam and Co. bbox=[772, 1258, 958, 1271]
foreign-fund-price: 20⅞ bbox=[520, 486, 554, 512]
funds-stock-name: Ditto, £500 bbox=[408, 314, 467, 326]
foreign-fund-name: Russian 4½ per Cents. bbox=[556, 408, 674, 420]
funds-price-cell: 214½ bbox=[678, 169, 719, 183]
funds-stock-name: Long Ans. 1860 bbox=[408, 248, 489, 260]
funds-row bbox=[406, 287, 752, 300]
